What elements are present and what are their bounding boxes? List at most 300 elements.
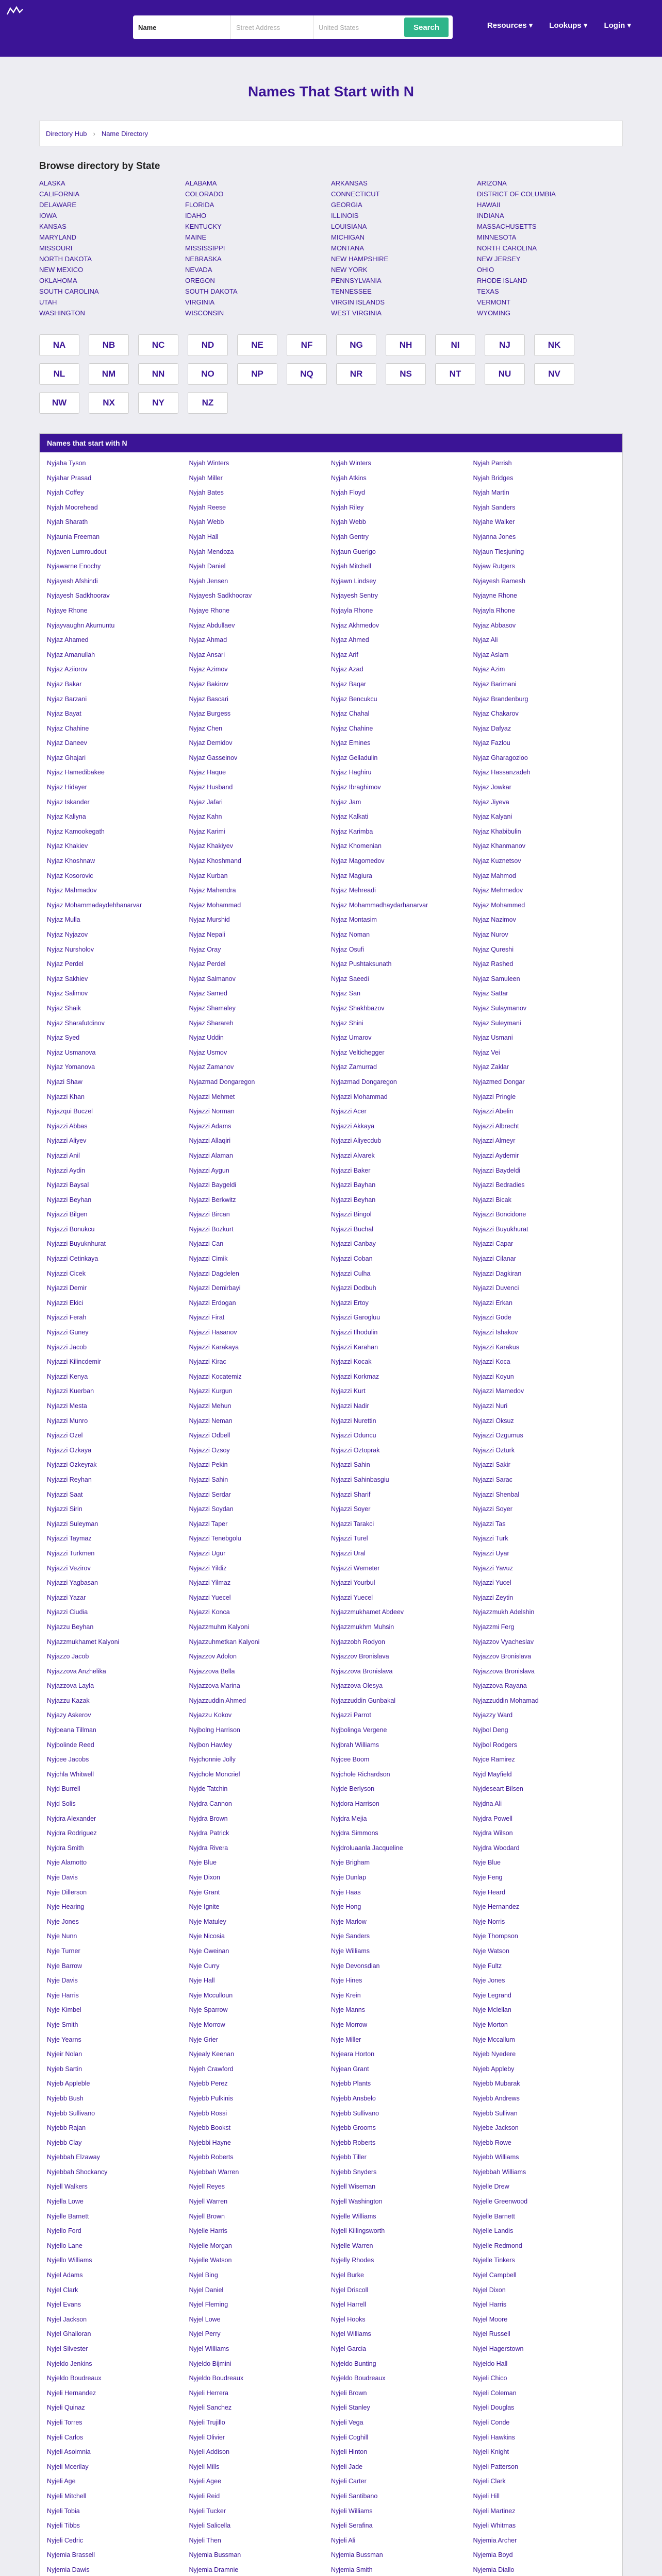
name-link[interactable]: Nyjaz Dafyaz xyxy=(473,724,511,732)
name-link[interactable]: Nyjaz Haque xyxy=(189,769,226,776)
name-link[interactable]: Nyjeli Tibbs xyxy=(47,2522,80,2530)
name-link[interactable]: Nyjaz Mahmadov xyxy=(47,887,97,894)
name-link[interactable]: Nyjaz Qureshi xyxy=(473,945,514,953)
name-link[interactable]: Nyjah Riley xyxy=(331,503,364,511)
name-link[interactable]: Nyjaz Mohammadhaydarhanarvar xyxy=(331,901,428,909)
state-link[interactable]: HAWAII xyxy=(477,201,501,209)
name-link[interactable]: Nyjella Lowe xyxy=(47,2198,84,2206)
state-link[interactable]: MAINE xyxy=(185,233,207,241)
name-link[interactable]: Nyjaz Bakirov xyxy=(189,680,228,688)
name-link[interactable]: Nyjeli Martinez xyxy=(473,2507,516,2515)
name-link[interactable]: Nyje Krein xyxy=(331,1991,361,1999)
name-link[interactable]: Nyjayesh Afshindi xyxy=(47,577,98,585)
name-link[interactable]: Nyjebb Rossi xyxy=(189,2109,227,2117)
name-link[interactable]: Nyjel Driscoll xyxy=(331,2286,369,2294)
state-link[interactable]: NEVADA xyxy=(185,266,212,274)
name-link[interactable]: Nyjde Berlyson xyxy=(331,1785,375,1793)
name-link[interactable]: Nyje Morrow xyxy=(189,2021,225,2028)
name-link[interactable]: Nyjayesh Ramesh xyxy=(473,577,525,585)
name-link[interactable]: Nyjaz Magiura xyxy=(331,872,372,879)
name-link[interactable]: Nyjazzi Duvenci xyxy=(473,1284,519,1292)
name-link[interactable]: Nyjeli Santibano xyxy=(331,2492,378,2500)
name-link[interactable]: Nyjazzi Kocak xyxy=(331,1358,372,1366)
name-link[interactable]: Nyjdra Powell xyxy=(473,1815,512,1822)
state-link[interactable]: ARKANSAS xyxy=(331,179,368,187)
name-link[interactable]: Nyjazzova Rayana xyxy=(473,1682,527,1690)
name-link[interactable]: Nyjazzi Mehun xyxy=(189,1402,231,1410)
name-link[interactable]: Nyje Smith xyxy=(47,2021,78,2028)
name-link[interactable]: Nyjemia Brassell xyxy=(47,2551,95,2559)
name-link[interactable]: Nyjaz Oray xyxy=(189,945,221,953)
name-link[interactable]: Nyje Watson xyxy=(473,1947,509,1955)
name-link[interactable]: Nyjel Silvester xyxy=(47,2345,88,2352)
name-link[interactable]: Nyje Manns xyxy=(331,2006,365,2014)
name-link[interactable]: Nyjazzuhmetkan Kalyoni xyxy=(189,1638,260,1646)
name-link[interactable]: Nyjelle Tinkers xyxy=(473,2257,515,2264)
name-link[interactable]: Nyjelle Morgan xyxy=(189,2242,232,2249)
name-link[interactable]: Nyjebbah Warren xyxy=(189,2168,239,2176)
name-link[interactable]: Nyjel Perry xyxy=(189,2330,221,2338)
name-link[interactable]: Nyjaz Ghajari xyxy=(47,754,86,761)
name-link[interactable]: Nyjemia Dawis xyxy=(47,2566,90,2573)
name-link[interactable]: Nyjaz Chen xyxy=(189,724,223,732)
name-link[interactable]: Nyjazzov Bronislava xyxy=(473,1653,532,1660)
name-link[interactable]: Nyje Blue xyxy=(473,1859,501,1867)
name-link[interactable]: Nyjazzi Buyuknhurat xyxy=(47,1240,106,1248)
name-link[interactable]: Nyjaz Mohammad xyxy=(189,901,241,909)
name-link[interactable]: Nyjaz Saeedi xyxy=(331,975,369,982)
name-link[interactable]: Nyjaz Jiyeva xyxy=(473,798,509,806)
name-link[interactable]: Nyjaz Emines xyxy=(331,739,371,747)
name-link[interactable]: Nyje Davis xyxy=(47,1977,78,1985)
name-link[interactable]: Nyjeli Patterson xyxy=(473,2463,519,2470)
name-link[interactable]: Nyjazzi Mamedov xyxy=(473,1387,524,1395)
state-link[interactable]: WEST VIRGINIA xyxy=(331,309,382,317)
name-link[interactable]: Nyjaz Nurov xyxy=(473,931,508,938)
name-link[interactable]: Nyjaz Mehreadi xyxy=(331,887,376,894)
name-link[interactable]: Nyjazzi Alaman xyxy=(189,1151,233,1159)
name-link[interactable]: Nyjahar Prasad xyxy=(47,474,92,482)
name-link[interactable]: Nyjbolinde Reed xyxy=(47,1741,94,1749)
name-link[interactable]: Nyjcee Jacobs xyxy=(47,1756,89,1764)
name-link[interactable]: Nyjaz Syed xyxy=(47,1034,80,1042)
name-link[interactable]: Nyjah Sanders xyxy=(473,503,516,511)
name-link[interactable]: Nyjchla Whitwell xyxy=(47,1770,94,1778)
name-link[interactable]: Nyjel Harris xyxy=(473,2301,507,2309)
state-link[interactable]: NORTH DAKOTA xyxy=(39,255,92,263)
name-link[interactable]: Nyjazzmukhamet Abdeev xyxy=(331,1608,404,1616)
name-link[interactable]: Nyjdra Rivera xyxy=(189,1844,228,1852)
letter-chip[interactable]: NR xyxy=(336,363,376,385)
name-link[interactable]: Nyjemia Boyd xyxy=(473,2551,513,2559)
name-link[interactable]: Nyjazzi Koyun xyxy=(473,1372,514,1380)
letter-chip[interactable]: NP xyxy=(237,363,277,385)
name-link[interactable]: Nyjazzova Layla xyxy=(47,1682,94,1690)
name-link[interactable]: Nyjebbah Elzaway xyxy=(47,2154,100,2161)
name-link[interactable]: Nyjchole Richardson xyxy=(331,1770,390,1778)
name-link[interactable]: Nyjaz San xyxy=(331,990,360,997)
letter-chip[interactable]: NS xyxy=(386,363,426,385)
state-link[interactable]: ALABAMA xyxy=(185,179,217,187)
letter-chip[interactable]: NE xyxy=(237,334,277,356)
name-link[interactable]: Nyjazzi Sahin xyxy=(331,1461,370,1469)
name-link[interactable]: Nyjah Gentry xyxy=(331,533,369,540)
name-link[interactable]: Nyjchole Moncrief xyxy=(189,1770,240,1778)
letter-chip[interactable]: NN xyxy=(138,363,178,385)
name-link[interactable]: Nyjazzuddin Gunbakal xyxy=(331,1697,396,1704)
name-link[interactable]: Nyjah Atkins xyxy=(331,474,367,482)
name-link[interactable]: Nyjazzi Ferah xyxy=(47,1314,87,1321)
state-select[interactable]: United States xyxy=(319,23,359,31)
name-link[interactable]: Nyjaz Sharafutdinov xyxy=(47,1019,105,1027)
state-link[interactable]: IOWA xyxy=(39,212,57,219)
name-link[interactable]: Nyjah Jensen xyxy=(189,577,228,585)
name-link[interactable]: Nyjde Tatchin xyxy=(189,1785,228,1793)
name-link[interactable]: Nyjeb Sartin xyxy=(47,2065,82,2073)
name-link[interactable]: Nyjazzi Yilmaz xyxy=(189,1579,231,1587)
name-link[interactable]: Nyjaz Nursholov xyxy=(47,945,94,953)
name-link[interactable]: Nyjeli Chico xyxy=(473,2375,507,2382)
name-link[interactable]: Nyjemia Smith xyxy=(331,2566,373,2573)
name-link[interactable]: Nyjazzi Ural xyxy=(331,1549,366,1557)
name-link[interactable]: Nyjbolng Harrison xyxy=(189,1726,240,1734)
name-link[interactable]: Nyjah Mendoza xyxy=(189,548,234,555)
name-link[interactable]: Nyjebb Mubarak xyxy=(473,2080,520,2088)
name-link[interactable]: Nyjazzi Aydemir xyxy=(473,1151,519,1159)
name-link[interactable]: Nyjaz Azimov xyxy=(189,666,228,673)
name-link[interactable]: Nyjazzi Dagkiran xyxy=(473,1269,522,1277)
name-link[interactable]: Nyjebb Ansbelo xyxy=(331,2094,376,2102)
name-link[interactable]: Nyjaz Vei xyxy=(473,1048,500,1056)
name-link[interactable]: Nyjeli Coleman xyxy=(473,2389,517,2397)
name-link[interactable]: Nyjebb Clay xyxy=(47,2139,82,2146)
name-link[interactable]: Nyjaz Khanmanov xyxy=(473,842,525,850)
name-link[interactable]: Nyjaz Jowkar xyxy=(473,784,511,791)
name-link[interactable]: Nyjaz Kamookegath xyxy=(47,827,105,835)
name-link[interactable]: Nyje Feng xyxy=(473,1874,503,1881)
name-link[interactable]: Nyjazzi Ciudia xyxy=(47,1608,88,1616)
name-link[interactable]: Nyjaz Khabibulin xyxy=(473,827,521,835)
name-link[interactable]: Nyjaz Jam xyxy=(331,798,361,806)
name-link[interactable]: Nyjaz Karimba xyxy=(331,827,373,835)
name-link[interactable]: Nyje Sanders xyxy=(331,1933,370,1940)
name-link[interactable]: Nyjazzova Anzhelika xyxy=(47,1667,106,1675)
name-link[interactable]: Nyjeara Horton xyxy=(331,2050,375,2058)
name-link[interactable]: Nyjaz Khoshmand xyxy=(189,857,241,865)
name-link[interactable]: Nyjazzi Soydan xyxy=(189,1505,234,1513)
name-link[interactable]: Nyjaz Ahmad xyxy=(189,636,227,644)
name-link[interactable]: Nyjaz Kuznetsov xyxy=(473,857,521,865)
name-link[interactable]: Nyjeli Agee xyxy=(189,2478,222,2485)
name-link[interactable]: Nyjebb Roberts xyxy=(331,2139,376,2146)
state-link[interactable]: MISSOURI xyxy=(39,244,73,252)
state-link[interactable]: MASSACHUSETTS xyxy=(477,223,537,230)
name-link[interactable]: Nyjean Grant xyxy=(331,2065,369,2073)
name-link[interactable]: Nyjazzi Mesta xyxy=(47,1402,87,1410)
name-link[interactable]: Nyje Curry xyxy=(189,1962,220,1970)
name-link[interactable]: Nyjeh Crawford xyxy=(189,2065,234,2073)
name-link[interactable]: Nyjaz Sulaymanov xyxy=(473,1004,527,1012)
name-link[interactable]: Nyje Norris xyxy=(473,1918,505,1925)
nav-resources[interactable]: Resources ▾ xyxy=(487,21,533,30)
letter-chip[interactable]: NL xyxy=(39,363,79,385)
name-link[interactable]: Nyjazzi Yazar xyxy=(47,1594,86,1601)
name-link[interactable]: Nyjebb Williams xyxy=(473,2154,519,2161)
name-link[interactable]: Nyjaz Azad xyxy=(331,666,363,673)
name-link[interactable]: Nyjazzmukhamet Kalyoni xyxy=(47,1638,120,1646)
letter-chip[interactable]: NW xyxy=(39,392,79,414)
name-link[interactable]: Nyjazzi Bingol xyxy=(331,1211,372,1218)
name-link[interactable]: Nyjah Webb xyxy=(189,518,224,526)
name-link[interactable]: Nyjebb Plants xyxy=(331,2080,371,2088)
name-link[interactable]: Nyjazzmukhm Muhsin xyxy=(331,1623,394,1631)
name-link[interactable]: Nyjaz Akhmedov xyxy=(331,621,379,629)
name-link[interactable]: Nyje Kimbel xyxy=(47,2006,81,2014)
name-link[interactable]: Nyjbeana Tillman xyxy=(47,1726,96,1734)
name-link[interactable]: Nyje Hearing xyxy=(47,1903,85,1911)
name-link[interactable]: Nyjaz Husband xyxy=(189,784,233,791)
name-link[interactable]: Nyjeli Ali xyxy=(331,2536,356,2544)
name-link[interactable]: Nyje Brigham xyxy=(331,1859,370,1867)
name-link[interactable]: Nyjaz Shakhbazov xyxy=(331,1004,385,1012)
letter-chip[interactable]: NF xyxy=(287,334,327,356)
name-link[interactable]: Nyjelle Redmond xyxy=(473,2242,522,2249)
name-link[interactable]: Nyjazzi Norman xyxy=(189,1108,235,1115)
state-link[interactable]: ILLINOIS xyxy=(331,212,359,219)
name-link[interactable]: Nyjaz Iskander xyxy=(47,798,90,806)
name-link[interactable]: Nyjebbah Williams xyxy=(473,2168,526,2176)
name-link[interactable]: Nyjdra Wilson xyxy=(473,1829,513,1837)
name-link[interactable]: Nyjeldo Boudreaux xyxy=(331,2375,386,2382)
name-link[interactable]: Nyjah Floyd xyxy=(331,489,365,497)
name-link[interactable]: Nyjaz Barimani xyxy=(473,680,517,688)
name-link[interactable]: Nyjazzobh Rodyon xyxy=(331,1638,385,1646)
name-link[interactable]: Nyjel Burke xyxy=(331,2272,364,2279)
name-link[interactable]: Nyjazzi Kurgun xyxy=(189,1387,233,1395)
name-link[interactable]: Nyjaz Samuleen xyxy=(473,975,520,982)
name-link[interactable]: Nyjazzi Bicak xyxy=(473,1196,511,1204)
name-link[interactable]: Nyjazzi Yagbasan xyxy=(47,1579,98,1587)
name-link[interactable]: Nyje Morrow xyxy=(331,2021,368,2028)
name-link[interactable]: Nyjeli Addison xyxy=(189,2448,230,2456)
name-link[interactable]: Nyje Williams xyxy=(331,1947,370,1955)
name-link[interactable]: Nyjealy Keenan xyxy=(189,2050,235,2058)
name-link[interactable]: Nyjazzi Koca xyxy=(473,1358,510,1366)
name-link[interactable]: Nyjazzova Bella xyxy=(189,1667,235,1675)
name-link[interactable]: Nyje Hines xyxy=(331,1977,362,1985)
state-link[interactable]: UTAH xyxy=(39,298,57,306)
name-link[interactable]: Nyjazzi Yildiz xyxy=(189,1564,227,1572)
name-link[interactable]: Nyjel Williams xyxy=(331,2330,371,2338)
name-link[interactable]: Nyjebb Perez xyxy=(189,2080,228,2088)
name-link[interactable]: Nyjaz Suleymani xyxy=(473,1019,521,1027)
name-link[interactable]: Nyjebbi Hayne xyxy=(189,2139,231,2146)
name-link[interactable]: Nyjazzi Baker xyxy=(331,1166,371,1174)
name-link[interactable]: Nyjebb Sullivan xyxy=(473,2109,518,2117)
name-link[interactable]: Nyjazzi Kurt xyxy=(331,1387,366,1395)
name-link[interactable]: Nyjaz Mahendra xyxy=(189,887,236,894)
name-link[interactable]: Nyjazzi Saat xyxy=(47,1490,83,1498)
name-link[interactable]: Nyjaz Gelladulin xyxy=(331,754,378,761)
state-link[interactable]: MINNESOTA xyxy=(477,233,517,241)
name-link[interactable]: Nyjeli Hawkins xyxy=(473,2433,515,2441)
name-link[interactable]: Nyjaz Ansari xyxy=(189,651,225,658)
name-link[interactable]: Nyje Davis xyxy=(47,1874,78,1881)
name-link[interactable]: Nyjel Dixon xyxy=(473,2286,506,2294)
name-link[interactable]: Nyjbol Rodgers xyxy=(473,1741,517,1749)
name-link[interactable]: Nyjeli Clark xyxy=(473,2478,506,2485)
name-link[interactable]: Nyjel Hagerstown xyxy=(473,2345,524,2352)
name-link[interactable]: Nyjazzi Mehmet xyxy=(189,1093,235,1100)
name-link[interactable]: Nyjeli Williams xyxy=(331,2507,373,2515)
name-link[interactable]: Nyjdna Ali xyxy=(473,1800,502,1808)
name-link[interactable]: Nyjaun Tiesjuning xyxy=(473,548,524,555)
name-link[interactable]: Nyjazzi Yuecel xyxy=(331,1594,373,1601)
name-link[interactable]: Nyjaz Khoshnaw xyxy=(47,857,95,865)
name-link[interactable]: Nyjayla Rhone xyxy=(331,606,373,614)
name-link[interactable]: Nyje Yearns xyxy=(47,2036,81,2043)
state-link[interactable]: IDAHO xyxy=(185,212,207,219)
name-link[interactable]: Nyjazzi Abbas xyxy=(47,1122,88,1130)
letter-chip[interactable]: NB xyxy=(89,334,129,356)
name-link[interactable]: Nyjazzova Marina xyxy=(189,1682,240,1690)
name-link[interactable]: Nyjaz Zaklar xyxy=(473,1063,509,1071)
name-link[interactable]: Nyje Nicosia xyxy=(189,1933,225,1940)
name-link[interactable]: Nyjdra Mejia xyxy=(331,1815,367,1822)
name-link[interactable]: Nyjebbah Shockancy xyxy=(47,2168,108,2176)
name-link[interactable]: Nyjazzmuhm Kalyoni xyxy=(189,1623,250,1631)
name-link[interactable]: Nyjeli Asoimnia xyxy=(47,2448,91,2456)
name-link[interactable]: Nyjel Jackson xyxy=(47,2315,87,2323)
name-link[interactable]: Nyjazzi Serdar xyxy=(189,1490,231,1498)
name-link[interactable]: Nyjell Brown xyxy=(189,2212,225,2220)
name-link[interactable]: Nyjaz Murshid xyxy=(189,916,230,924)
name-link[interactable]: Nyjayesh Sentry xyxy=(331,592,378,600)
name-link[interactable]: Nyjazzi Munro xyxy=(47,1417,88,1425)
name-link[interactable]: Nyjazzi Buchal xyxy=(331,1225,373,1233)
state-link[interactable]: VERMONT xyxy=(477,298,510,306)
name-link[interactable]: Nyje Fultz xyxy=(473,1962,502,1970)
name-link[interactable]: Nyje Morton xyxy=(473,2021,508,2028)
name-link[interactable]: Nyjazzi Nurettin xyxy=(331,1417,376,1425)
name-link[interactable]: Nyjazzi Karakus xyxy=(473,1343,520,1351)
name-link[interactable]: Nyjazi Shaw xyxy=(47,1078,82,1086)
name-link[interactable]: Nyjah Sharath xyxy=(47,518,88,526)
name-link[interactable]: Nyjazzi Suleyman xyxy=(47,1520,98,1528)
name-link[interactable]: Nyjel Daniel xyxy=(189,2286,224,2294)
name-link[interactable]: Nyjazzi Coban xyxy=(331,1255,373,1263)
state-link[interactable]: FLORIDA xyxy=(185,201,214,209)
name-link[interactable]: Nyjaz Magomedov xyxy=(331,857,385,865)
name-link[interactable]: Nyjazzi Demirbayi xyxy=(189,1284,241,1292)
name-link[interactable]: Nyjazzi Turkmen xyxy=(47,1549,95,1557)
letter-chip[interactable]: NT xyxy=(435,363,475,385)
name-link[interactable]: Nyje Thompson xyxy=(473,1933,518,1940)
name-link[interactable]: Nyjeli Hill xyxy=(473,2492,500,2500)
name-link[interactable]: Nyjayesh Sadkhoorav xyxy=(47,592,110,600)
name-link[interactable]: Nyjazzi Sharif xyxy=(331,1490,371,1498)
name-link[interactable]: Nyjazzi Aydin xyxy=(47,1166,86,1174)
name-link[interactable]: Nyjbrah Williams xyxy=(331,1741,379,1749)
name-link[interactable]: Nyjel Lowe xyxy=(189,2315,221,2323)
state-link[interactable]: LOUISIANA xyxy=(331,223,367,230)
name-link[interactable]: Nyjaz Khakiyev xyxy=(189,842,233,850)
name-link[interactable]: Nyjaz Salimov xyxy=(47,990,88,997)
name-link[interactable]: Nyje Grier xyxy=(189,2036,218,2043)
name-link[interactable]: Nyjazzi Karahan xyxy=(331,1343,378,1351)
name-link[interactable]: Nyjaz Sharareh xyxy=(189,1019,234,1027)
state-link[interactable]: TENNESSEE xyxy=(331,287,372,295)
name-link[interactable]: Nyjazzi Ozkeyrak xyxy=(47,1461,97,1469)
name-link[interactable]: Nyjazzi Ozkaya xyxy=(47,1446,92,1454)
letter-chip[interactable]: NZ xyxy=(188,392,228,414)
name-link[interactable]: Nyjaz Haghiru xyxy=(331,769,372,776)
name-link[interactable]: Nyjelle Warren xyxy=(331,2242,373,2249)
name-link[interactable]: Nyjeli Reid xyxy=(189,2492,220,2500)
name-link[interactable]: Nyjeli Conde xyxy=(473,2418,510,2426)
letter-chip[interactable]: NJ xyxy=(485,334,525,356)
letter-chip[interactable]: NI xyxy=(435,334,475,356)
name-link[interactable]: Nyjaz Mohammed xyxy=(473,901,525,909)
name-link[interactable]: Nyjelle Watson xyxy=(189,2257,232,2264)
name-link[interactable]: Nyje Oweinan xyxy=(189,1947,229,1955)
name-link[interactable]: Nyjazzi Yavuz xyxy=(473,1564,513,1572)
name-link[interactable]: Nyjazzi Culha xyxy=(331,1269,371,1277)
name-link[interactable]: Nyjazzi Berkwitz xyxy=(189,1196,236,1204)
name-link[interactable]: Nyjaye Rhone xyxy=(189,606,230,614)
name-link[interactable]: Nyjaz Amanullah xyxy=(47,651,95,658)
name-link[interactable]: Nyjazzi Oksuz xyxy=(473,1417,514,1425)
name-link[interactable]: Nyjeb Appleby xyxy=(473,2065,515,2073)
letter-chip[interactable]: NK xyxy=(534,334,574,356)
name-link[interactable]: Nyjazzi Ilhodulin xyxy=(331,1329,378,1336)
name-link[interactable]: Nyjeli Hernandez xyxy=(47,2389,96,2397)
name-link[interactable]: Nyjbolinga Vergene xyxy=(331,1726,387,1734)
name-link[interactable]: Nyje Nunn xyxy=(47,1933,77,1940)
name-link[interactable]: Nyjah Mitchell xyxy=(331,563,371,570)
name-link[interactable]: Nyjell Warren xyxy=(189,2198,228,2206)
name-link[interactable]: Nyjelle Drew xyxy=(473,2183,509,2191)
name-link[interactable]: Nyjeb Appleble xyxy=(47,2080,90,2088)
name-link[interactable]: Nyjazzi Ozsoy xyxy=(189,1446,230,1454)
letter-chip[interactable]: NM xyxy=(89,363,129,385)
name-link[interactable]: Nyjaz Shaik xyxy=(47,1004,81,1012)
name-link[interactable]: Nyjaz Umarov xyxy=(331,1034,372,1042)
name-link[interactable]: Nyjazzi Akkaya xyxy=(331,1122,375,1130)
name-link[interactable]: Nyjazzmi Ferg xyxy=(473,1623,515,1631)
name-link[interactable]: Nyjelly Rhodes xyxy=(331,2257,374,2264)
state-link[interactable]: TEXAS xyxy=(477,287,499,295)
name-link[interactable]: Nyjello Williams xyxy=(47,2257,92,2264)
name-link[interactable]: Nyjeli Coghill xyxy=(331,2433,369,2441)
name-link[interactable]: Nyjah Hall xyxy=(189,533,219,540)
name-link[interactable]: Nyjaz Burgess xyxy=(189,710,231,718)
name-link[interactable]: Nyje Hall xyxy=(189,1977,215,1985)
name-link[interactable]: Nyjebb Bush xyxy=(47,2094,84,2102)
name-link[interactable]: Nyjemia Bussman xyxy=(331,2551,383,2559)
name-link[interactable]: Nyjah Winters xyxy=(189,460,229,467)
name-link[interactable]: Nyjaz Bencukcu xyxy=(331,695,377,703)
name-link[interactable]: Nyjebe Jackson xyxy=(473,2124,519,2132)
name-link[interactable]: Nyjaz Noman xyxy=(331,931,370,938)
state-link[interactable]: GEORGIA xyxy=(331,201,362,209)
name-link[interactable]: Nyjel Russell xyxy=(473,2330,510,2338)
name-link[interactable]: Nyjbol Deng xyxy=(473,1726,508,1734)
name-link[interactable]: Nyjazzi Firat xyxy=(189,1314,225,1321)
name-link[interactable]: Nyjazzi Ertoy xyxy=(331,1299,369,1307)
name-link[interactable]: Nyjaz Chahine xyxy=(331,724,373,732)
name-link[interactable]: Nyje Jones xyxy=(47,1918,79,1925)
